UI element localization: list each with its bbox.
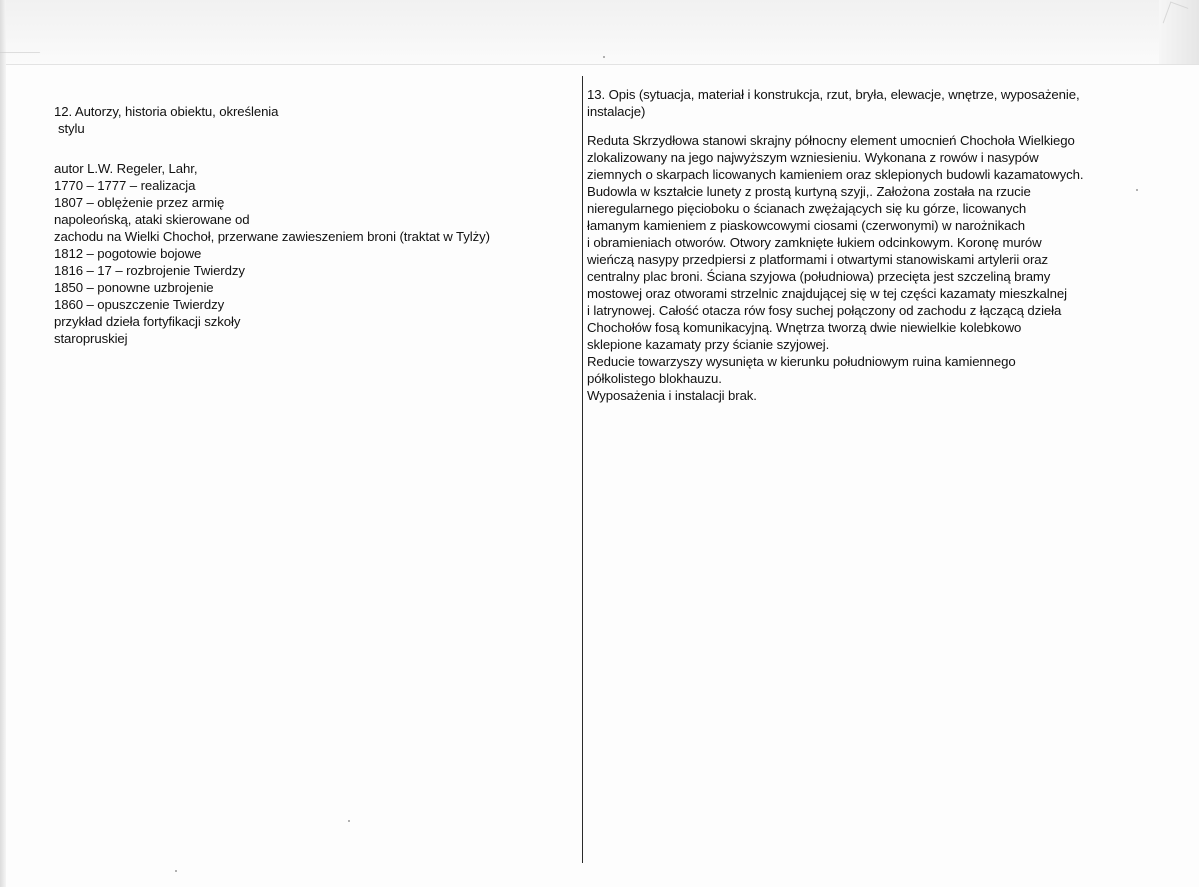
scan-speck [175, 870, 177, 872]
page-left-edge [0, 0, 6, 887]
section-13-heading-line-1: 13. Opis (sytuacja, materiał i konstrukcja, rzut, bryła, elewacje, wnętrze, wyposażenie, [587, 87, 1080, 102]
scanner-top-edge [0, 0, 1199, 64]
section-12-text-line: 1816 – 17 – rozbrojenie Twierdzy [54, 263, 245, 278]
section-13-text-line: sklepione kazamaty przy ścianie szyjowej. [587, 337, 830, 352]
section-12-text-line: 1850 – ponowne uzbrojenie [54, 280, 214, 295]
section-13-text-line: wieńczą nasypy przedpiersi z platformami i otwartymi stanowiskami artylerii oraz [587, 252, 1049, 267]
section-12-text-line: 1860 – opuszczenie Twierdzy [54, 297, 225, 312]
section-12-authors-history [54, 103, 574, 347]
section-13-text-line: centralny plac broni. Ściana szyjowa (południowa) przecięta jest szczeliną bramy [587, 269, 1051, 284]
section-13-text-line: nieregularnego pięcioboku o ścianach zwężających się ku górze, licowanych [587, 201, 1027, 216]
scan-speck [348, 820, 350, 822]
section-12-text-line: 1770 – 1777 – realizacja [54, 178, 196, 193]
section-12-heading-line-1: 12. Autorzy, historia obiektu, określenia [54, 104, 279, 119]
section-spacer [54, 137, 574, 160]
section-13-text-line: Wyposażenia i instalacji brak. [587, 388, 757, 403]
section-12-text-line: zachodu na Wielki Chochoł, przerwane zawieszeniem broni (traktat w Tylży) [54, 229, 490, 244]
section-13-text-line: łamanym kamieniem z piaskowcowymi ciosami (czerwonymi) w narożnikach [587, 218, 1026, 233]
section-12-heading-line-2: stylu [58, 121, 85, 136]
scan-speck [1136, 189, 1138, 191]
section-12-text-line: przykład dzieła fortyfikacji szkoły [54, 314, 241, 329]
section-12-text-line: 1812 – pogotowie bojowe [54, 246, 202, 261]
section-13-text-line: Reducie towarzyszy wysunięta w kierunku południowym ruina kamiennego [587, 354, 1016, 369]
section-13-text-line: półkolistego blokhauzu. [587, 371, 722, 386]
section-13-text-line: zlokalizowany na jego najwyższym wzniesieniu. Wykonana z rowów i nasypów [587, 150, 1039, 165]
section-13-text-line: i obramieniach otworów. Otwory zamknięte łukiem odcinkowym. Koronę murów [587, 235, 1042, 250]
section-13-text-line: Chochołów fosą komunikacyjną. Wnętrza tworzą dwie niewielkie kolebkowo [587, 320, 1022, 335]
section-12-text-line: autor L.W. Regeler, Lahr, [54, 161, 198, 176]
section-13-text-line: mostowej oraz otworami strzelnic znajdującej się w tej części kazamaty mieszkalnej [587, 286, 1067, 301]
column-divider [582, 76, 583, 863]
section-13-text-line: Budowla w kształcie lunety z prostą kurtyną szyji,. Założona została na rzucie [587, 184, 1031, 199]
section-13-text-line: Reduta Skrzydłowa stanowi skrajny północny element umocnień Chochoła Wielkiego [587, 133, 1075, 148]
section-spacer [587, 120, 1187, 132]
page-top-border [0, 64, 1199, 65]
section-13-heading-line-2: instalacje) [587, 104, 646, 119]
section-12-text-line: 1807 – oblężenie przez armię [54, 195, 225, 210]
scan-speck [603, 56, 605, 58]
section-13-text-line: i latrynowej. Całość otacza rów fosy suchej połączony od zachodu z łączącą dzieła [587, 303, 1062, 318]
section-13-text-line: ziemnych o skarpach licowanych kamieniem oraz sklepionych budowli kazamatowych. [587, 167, 1084, 182]
section-12-text-line: napoleońską, ataki skierowane od [54, 212, 250, 227]
section-13-description [587, 86, 1187, 404]
section-12-text-line: staropruskiej [54, 331, 128, 346]
